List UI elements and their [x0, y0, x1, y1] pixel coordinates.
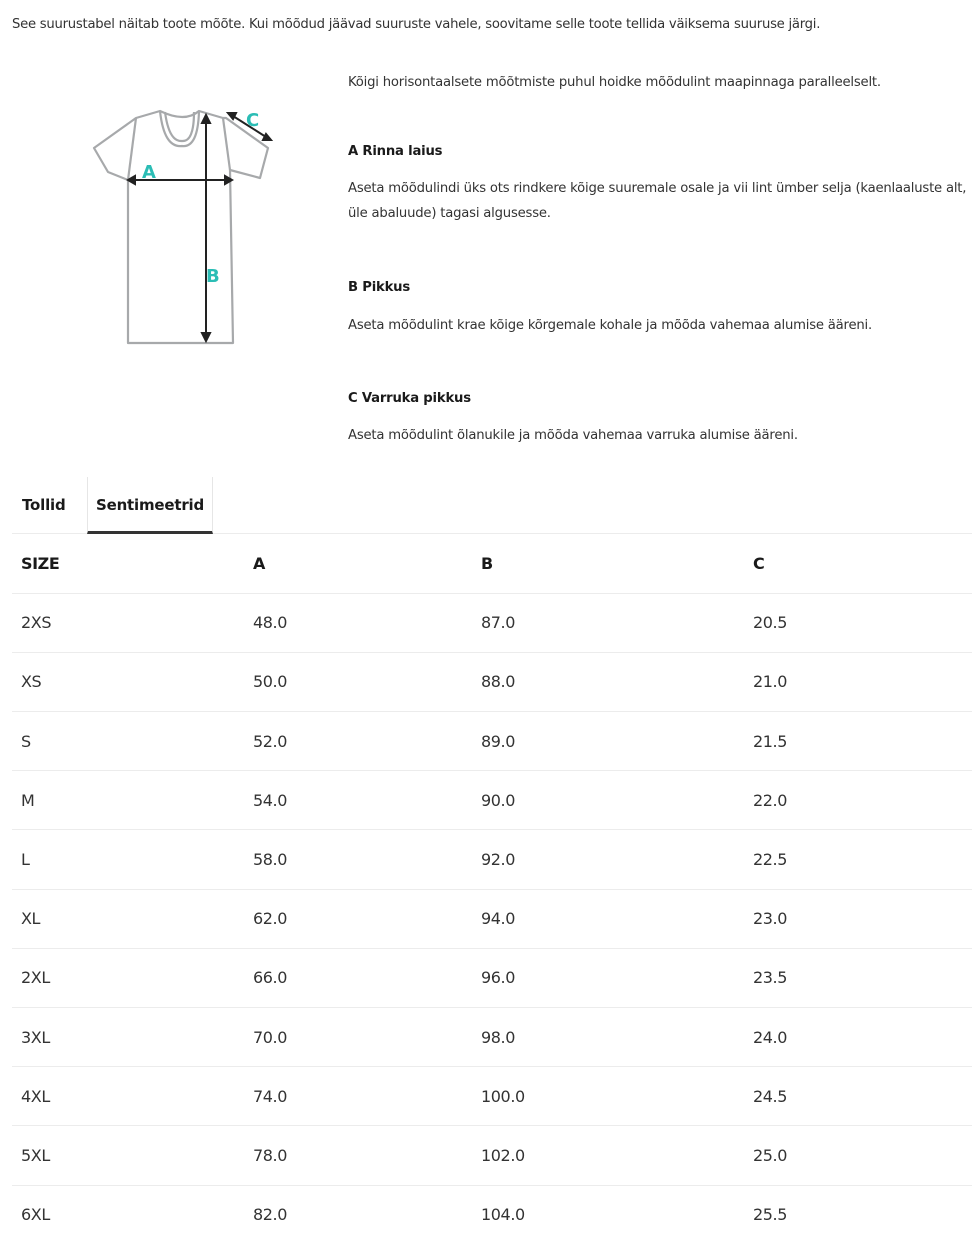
cell-a: 82.0 — [253, 1205, 288, 1225]
cell-a: 78.0 — [244, 1126, 472, 1185]
cell-c: 22.5 — [744, 830, 972, 889]
column-header-a: A — [244, 534, 472, 593]
cell-size: XS — [12, 652, 244, 711]
cell-c: 23.5 — [744, 948, 972, 1007]
table-header-row — [12, 534, 972, 593]
guide-text-chest-width: Aseta mõõdulindi üks ots rindkere kõige suuremale osale ja vii lint ümber selja (kaenlaaluste alt, üle abaluude) tagasi algusesse. — [348, 181, 967, 221]
cell-size: S — [12, 712, 244, 771]
guide-text-sleeve-length: Aseta mõõdulint õlanukile ja mõõda vahemaa varruka alumise ääreni. — [348, 428, 798, 443]
cell-b: 94.0 — [472, 889, 744, 948]
table-body — [12, 593, 972, 1233]
table-row — [12, 1008, 972, 1067]
size-table — [12, 534, 972, 1233]
cell-b: 89.0 — [472, 712, 744, 771]
size-chart-intro: See suurustabel näitab toote mõõte. Kui mõõdud jäävad suuruste vahele, soovitame selle toote tellida väiksema suuruse järgi. — [12, 17, 821, 32]
table-row — [12, 830, 972, 889]
table-row — [12, 593, 972, 652]
cell-c: 21.0 — [744, 652, 972, 711]
diagram-label-a: A — [142, 162, 156, 183]
cell-c: 25.0 — [744, 1126, 972, 1185]
cell-c: 21.5 — [744, 712, 972, 771]
column-header-b: B — [472, 534, 744, 593]
cell-a: 54.0 — [244, 771, 472, 830]
tshirt-measurement-diagram — [88, 100, 278, 350]
table-row — [12, 1185, 972, 1233]
table-row — [12, 889, 972, 948]
cell-size: L — [12, 830, 244, 889]
table-row — [12, 948, 972, 1007]
cell-size: 6XL — [21, 1205, 50, 1225]
tshirt-outline — [94, 111, 268, 343]
cell-size: XL — [12, 889, 244, 948]
cell-size: 2XS — [12, 593, 244, 652]
cell-size: 4XL — [12, 1067, 244, 1126]
cell-size: M — [12, 771, 244, 830]
cell-a: 70.0 — [244, 1008, 472, 1067]
cell-a: 66.0 — [244, 948, 472, 1007]
cell-size: 5XL — [12, 1126, 244, 1185]
cell-b: 88.0 — [472, 652, 744, 711]
guide-heading-length: B Pikkus — [348, 280, 411, 295]
table-row — [12, 1126, 972, 1185]
column-header-size: SIZE — [12, 534, 244, 593]
cell-c: 22.0 — [744, 771, 972, 830]
diagram-label-c: C — [246, 110, 260, 131]
cell-size: 3XL — [12, 1008, 244, 1067]
cell-c: 23.0 — [744, 889, 972, 948]
table-row — [12, 771, 972, 830]
cell-a: 74.0 — [244, 1067, 472, 1126]
cell-size: 2XL — [12, 948, 244, 1007]
cell-a: 58.0 — [244, 830, 472, 889]
column-header-c: C — [744, 534, 972, 593]
cell-b: 102.0 — [472, 1126, 744, 1185]
cell-b: 98.0 — [472, 1008, 744, 1067]
guide-intro: Kõigi horisontaalsete mõõtmiste puhul hoidke mõõdulint maapinnaga paralleelselt. — [348, 75, 881, 90]
cell-c: 24.0 — [744, 1008, 972, 1067]
tshirt-diagram-svg — [88, 100, 278, 350]
table-row — [12, 652, 972, 711]
table-row — [12, 712, 972, 771]
cell-a: 62.0 — [244, 889, 472, 948]
cell-b: 90.0 — [472, 771, 744, 830]
cell-b: 100.0 — [472, 1067, 744, 1126]
cell-a: 52.0 — [244, 712, 472, 771]
unit-tabs — [12, 477, 972, 534]
cell-b: 87.0 — [472, 593, 744, 652]
cell-b: 104.0 — [481, 1205, 525, 1225]
table-row — [12, 1067, 972, 1126]
cell-c: 25.5 — [753, 1205, 788, 1225]
guide-heading-chest-width: A Rinna laius — [348, 144, 443, 159]
cell-a: 48.0 — [244, 593, 472, 652]
cell-b: 96.0 — [472, 948, 744, 1007]
guide-text-length: Aseta mõõdulint krae kõige kõrgemale kohale ja mõõda vahemaa alumise ääreni. — [348, 318, 873, 333]
tab-inches[interactable]: Tollid — [22, 496, 66, 514]
cell-b: 92.0 — [472, 830, 744, 889]
cell-a: 50.0 — [244, 652, 472, 711]
measure-arrow-b — [202, 115, 210, 341]
tab-centimeters[interactable]: Sentimeetrid — [87, 477, 213, 534]
cell-c: 20.5 — [744, 593, 972, 652]
cell-c: 24.5 — [744, 1067, 972, 1126]
guide-heading-sleeve-length: C Varruka pikkus — [348, 391, 471, 406]
diagram-label-b: B — [206, 266, 220, 287]
